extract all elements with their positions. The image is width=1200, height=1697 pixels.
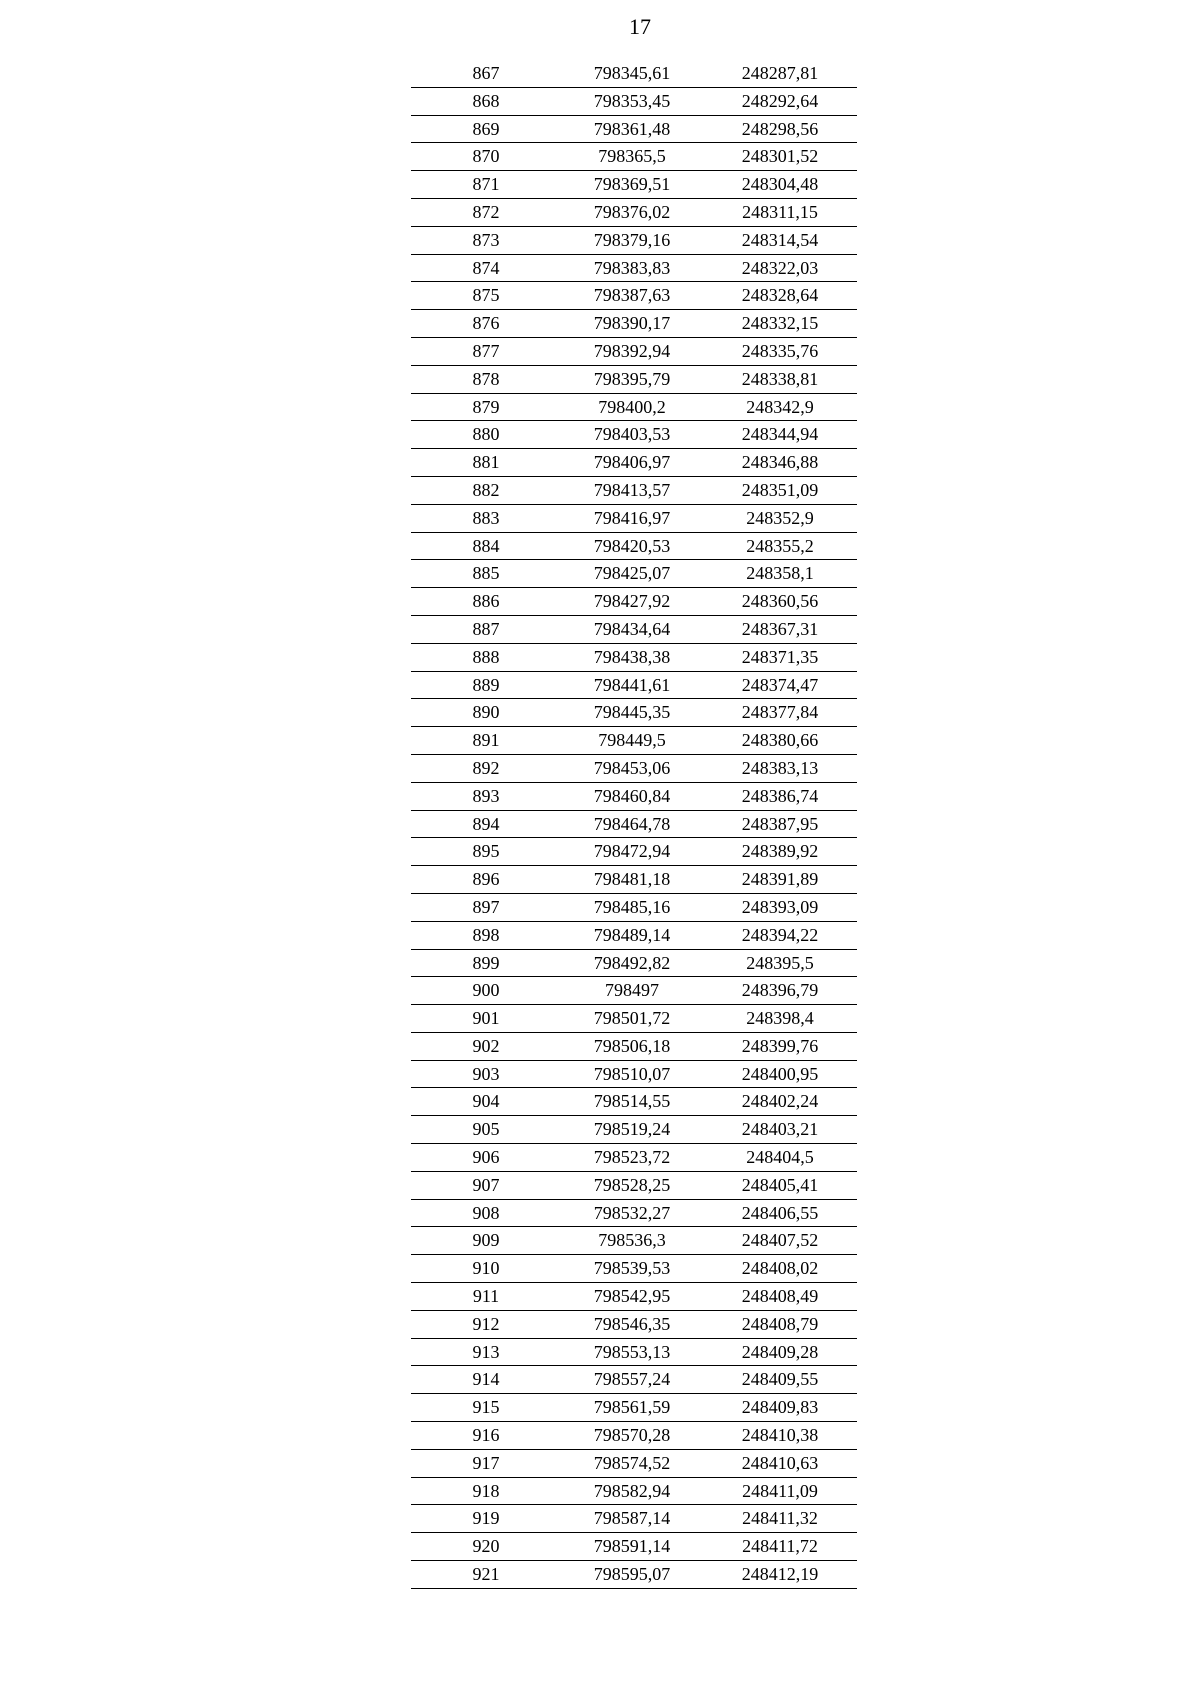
- point-number-cell: 915: [472, 1397, 500, 1418]
- table-row: [411, 143, 857, 171]
- y-coordinate-cell: 248393,09: [741, 896, 819, 917]
- page-number: 17: [629, 14, 651, 39]
- y-coordinate-cell: 248311,15: [742, 201, 818, 222]
- x-coordinate-cell: 798420,53: [593, 535, 671, 556]
- x-coordinate-cell: 798403,53: [593, 424, 671, 445]
- x-coordinate-cell: 798427,92: [593, 591, 671, 612]
- x-coordinate-cell: 798553,13: [593, 1341, 671, 1362]
- y-coordinate-cell: 248332,15: [741, 313, 819, 334]
- x-coordinate-cell: 798460,84: [593, 785, 671, 806]
- y-coordinate-cell: 248322,03: [741, 257, 819, 278]
- point-number-cell: 894: [472, 813, 500, 834]
- table-row: [411, 60, 857, 88]
- y-coordinate-cell: 248346,88: [741, 452, 819, 473]
- point-number-cell: 914: [472, 1369, 500, 1390]
- table-row: [411, 171, 857, 199]
- point-number-cell: 920: [472, 1536, 500, 1557]
- y-coordinate-cell: 248374,47: [741, 674, 819, 695]
- y-coordinate-cell: 248335,76: [741, 340, 819, 361]
- y-coordinate-cell: 248411,32: [742, 1508, 818, 1529]
- y-coordinate-cell: 248402,24: [741, 1091, 819, 1112]
- table-row: [411, 866, 857, 894]
- table-row: [411, 1533, 857, 1561]
- table-row: [411, 616, 857, 644]
- y-coordinate-cell: 248358,1: [746, 563, 814, 584]
- x-coordinate-cell: 798536,3: [598, 1230, 666, 1251]
- x-coordinate-cell: 798506,18: [593, 1035, 671, 1056]
- point-number-cell: 906: [472, 1147, 500, 1168]
- x-coordinate-cell: 798434,64: [593, 618, 671, 639]
- point-number-cell: 893: [472, 785, 500, 806]
- y-coordinate-cell: 248298,56: [741, 118, 819, 139]
- table-row: [411, 394, 857, 422]
- table-row: [411, 421, 857, 449]
- y-coordinate-cell: 248344,94: [741, 424, 819, 445]
- table-row: [411, 950, 857, 978]
- y-coordinate-cell: 248360,56: [741, 591, 819, 612]
- table-row: [411, 338, 857, 366]
- x-coordinate-cell: 798591,14: [593, 1536, 671, 1557]
- coordinates-table: [411, 60, 857, 1589]
- point-number-cell: 875: [472, 285, 500, 306]
- table-row: [411, 1227, 857, 1255]
- x-coordinate-cell: 798595,07: [593, 1564, 671, 1585]
- x-coordinate-cell: 798345,61: [593, 63, 671, 83]
- x-coordinate-cell: 798501,72: [593, 1008, 671, 1029]
- point-number-cell: 900: [472, 980, 500, 1001]
- table-row: [411, 838, 857, 866]
- point-number-cell: 890: [472, 702, 500, 723]
- table-row: [411, 672, 857, 700]
- point-number-cell: 872: [472, 201, 500, 222]
- table-row: [411, 1366, 857, 1394]
- point-number-cell: 885: [472, 563, 500, 584]
- table-row: [411, 310, 857, 338]
- x-coordinate-cell: 798383,83: [593, 257, 671, 278]
- point-number-cell: 892: [472, 757, 500, 778]
- table-row: [411, 1450, 857, 1478]
- y-coordinate-cell: 248386,74: [741, 785, 819, 806]
- x-coordinate-cell: 798523,72: [593, 1147, 671, 1168]
- table-row: [411, 1478, 857, 1506]
- point-number-cell: 911: [472, 1286, 500, 1307]
- point-number-cell: 917: [472, 1452, 500, 1473]
- x-coordinate-cell: 798376,02: [593, 201, 671, 222]
- y-coordinate-cell: 248399,76: [741, 1035, 819, 1056]
- point-number-cell: 895: [472, 841, 500, 862]
- table-row: [411, 227, 857, 255]
- y-coordinate-cell: 248409,28: [741, 1341, 819, 1362]
- x-coordinate-cell: 798542,95: [593, 1286, 671, 1307]
- x-coordinate-cell: 798453,06: [593, 757, 671, 778]
- point-number-cell: 919: [472, 1508, 500, 1529]
- x-coordinate-cell: 798365,5: [598, 146, 666, 167]
- table-row: [411, 1283, 857, 1311]
- y-coordinate-cell: 248409,83: [741, 1397, 819, 1418]
- y-coordinate-cell: 248371,35: [741, 646, 819, 667]
- table-row: [411, 1144, 857, 1172]
- table-row: [411, 644, 857, 672]
- x-coordinate-cell: 798392,94: [593, 340, 671, 361]
- table-row: [411, 1061, 857, 1089]
- y-coordinate-cell: 248409,55: [741, 1369, 819, 1390]
- y-coordinate-cell: 248404,5: [746, 1147, 814, 1168]
- table-row: [411, 88, 857, 116]
- table-row: [411, 894, 857, 922]
- x-coordinate-cell: 798353,45: [593, 90, 671, 111]
- point-number-cell: 896: [472, 869, 500, 890]
- y-coordinate-cell: 248342,9: [746, 396, 814, 417]
- point-number-cell: 882: [472, 479, 500, 500]
- table-row: [411, 1033, 857, 1061]
- table-row: [411, 282, 857, 310]
- point-number-cell: 871: [472, 174, 500, 195]
- point-number-cell: 884: [472, 535, 500, 556]
- y-coordinate-cell: 248400,95: [741, 1063, 819, 1084]
- x-coordinate-cell: 798481,18: [593, 869, 671, 890]
- y-coordinate-cell: 248383,13: [741, 757, 819, 778]
- table-row: [411, 811, 857, 839]
- y-coordinate-cell: 248406,55: [741, 1202, 819, 1223]
- x-coordinate-cell: 798387,63: [593, 285, 671, 306]
- point-number-cell: 907: [472, 1174, 500, 1195]
- point-number-cell: 889: [472, 674, 500, 695]
- y-coordinate-cell: 248351,09: [741, 479, 819, 500]
- y-coordinate-cell: 248352,9: [746, 507, 814, 528]
- y-coordinate-cell: 248408,79: [741, 1313, 819, 1334]
- table-row: [411, 1394, 857, 1422]
- y-coordinate-cell: 248411,09: [742, 1480, 818, 1501]
- point-number-cell: 910: [472, 1258, 500, 1279]
- point-number-cell: 901: [472, 1008, 500, 1029]
- y-coordinate-cell: 248338,81: [741, 368, 819, 389]
- x-coordinate-cell: 798539,53: [593, 1258, 671, 1279]
- table-row: [411, 199, 857, 227]
- y-coordinate-cell: 248394,22: [741, 924, 819, 945]
- table-row: [411, 1561, 857, 1589]
- x-coordinate-cell: 798510,07: [593, 1063, 671, 1084]
- y-coordinate-cell: 248355,2: [746, 535, 814, 556]
- x-coordinate-cell: 798472,94: [593, 841, 671, 862]
- y-coordinate-cell: 248328,64: [741, 285, 819, 306]
- table-row: [411, 783, 857, 811]
- y-coordinate-cell: 248403,21: [741, 1119, 819, 1140]
- x-coordinate-cell: 798492,82: [593, 952, 671, 973]
- x-coordinate-cell: 798528,25: [593, 1174, 671, 1195]
- y-coordinate-cell: 248389,92: [741, 841, 819, 862]
- x-coordinate-cell: 798369,51: [593, 174, 671, 195]
- x-coordinate-cell: 798574,52: [593, 1452, 671, 1473]
- y-coordinate-cell: 248398,4: [746, 1008, 814, 1029]
- table-row: [411, 1311, 857, 1339]
- point-number-cell: 886: [472, 591, 500, 612]
- x-coordinate-cell: 798587,14: [593, 1508, 671, 1529]
- x-coordinate-cell: 798514,55: [593, 1091, 671, 1112]
- point-number-cell: 891: [472, 730, 500, 751]
- y-coordinate-cell: 248412,19: [741, 1564, 819, 1585]
- y-coordinate-cell: 248387,95: [741, 813, 819, 834]
- point-number-cell: 874: [472, 257, 500, 278]
- point-number-cell: 913: [472, 1341, 500, 1362]
- point-number-cell: 902: [472, 1035, 500, 1056]
- y-coordinate-cell: 248391,89: [741, 869, 819, 890]
- y-coordinate-cell: 248408,49: [741, 1286, 819, 1307]
- table-row: [411, 449, 857, 477]
- table-row: [411, 1116, 857, 1144]
- y-coordinate-cell: 248410,63: [741, 1452, 819, 1473]
- y-coordinate-cell: 248377,84: [741, 702, 819, 723]
- table-row: [411, 560, 857, 588]
- point-number-cell: 878: [472, 368, 500, 389]
- table-row: [411, 255, 857, 283]
- x-coordinate-cell: 798395,79: [593, 368, 671, 389]
- x-coordinate-cell: 798570,28: [593, 1425, 671, 1446]
- x-coordinate-cell: 798400,2: [598, 396, 666, 417]
- table-row: [411, 727, 857, 755]
- x-coordinate-cell: 798532,27: [593, 1202, 671, 1223]
- table-row: [411, 1172, 857, 1200]
- point-number-cell: 888: [472, 646, 500, 667]
- point-number-cell: 869: [472, 118, 500, 139]
- table-row: [411, 588, 857, 616]
- y-coordinate-cell: 248408,02: [741, 1258, 819, 1279]
- point-number-cell: 898: [472, 924, 500, 945]
- table-row: [411, 699, 857, 727]
- y-coordinate-cell: 248410,38: [741, 1425, 819, 1446]
- table-row: [411, 1505, 857, 1533]
- table-row: [411, 116, 857, 144]
- y-coordinate-cell: 248292,64: [741, 90, 819, 111]
- y-coordinate-cell: 248407,52: [741, 1230, 819, 1251]
- x-coordinate-cell: 798413,57: [593, 479, 671, 500]
- x-coordinate-cell: 798489,14: [593, 924, 671, 945]
- x-coordinate-cell: 798519,24: [593, 1119, 671, 1140]
- point-number-cell: 873: [472, 229, 500, 250]
- x-coordinate-cell: 798557,24: [593, 1369, 671, 1390]
- point-number-cell: 868: [472, 90, 500, 111]
- x-coordinate-cell: 798390,17: [593, 313, 671, 334]
- x-coordinate-cell: 798445,35: [593, 702, 671, 723]
- y-coordinate-cell: 248411,72: [742, 1536, 818, 1557]
- y-coordinate-cell: 248367,31: [741, 618, 819, 639]
- table-row: [411, 1005, 857, 1033]
- point-number-cell: 870: [472, 146, 500, 167]
- point-number-cell: 880: [472, 424, 500, 445]
- x-coordinate-cell: 798361,48: [593, 118, 671, 139]
- table-row: [411, 1255, 857, 1283]
- table-row: [411, 366, 857, 394]
- y-coordinate-cell: 248405,41: [741, 1174, 819, 1195]
- table-row: [411, 1339, 857, 1367]
- point-number-cell: 881: [472, 452, 500, 473]
- point-number-cell: 899: [472, 952, 500, 973]
- point-number-cell: 905: [472, 1119, 500, 1140]
- y-coordinate-cell: 248314,54: [741, 229, 819, 250]
- table-row: [411, 1088, 857, 1116]
- x-coordinate-cell: 798546,35: [593, 1313, 671, 1334]
- y-coordinate-cell: 248396,79: [741, 980, 819, 1001]
- table-row: [411, 1200, 857, 1228]
- x-coordinate-cell: 798438,38: [593, 646, 671, 667]
- x-coordinate-cell: 798561,59: [593, 1397, 671, 1418]
- point-number-cell: 909: [472, 1230, 500, 1251]
- point-number-cell: 916: [472, 1425, 500, 1446]
- table-row: [411, 755, 857, 783]
- y-coordinate-cell: 248380,66: [741, 730, 819, 751]
- table-row: [411, 1422, 857, 1450]
- x-coordinate-cell: 798464,78: [593, 813, 671, 834]
- table-row: [411, 922, 857, 950]
- x-coordinate-cell: 798379,16: [593, 229, 671, 250]
- table-row: [411, 977, 857, 1005]
- x-coordinate-cell: 798582,94: [593, 1480, 671, 1501]
- point-number-cell: 883: [472, 507, 500, 528]
- x-coordinate-cell: 798416,97: [593, 507, 671, 528]
- y-coordinate-cell: 248395,5: [746, 952, 814, 973]
- point-number-cell: 887: [472, 618, 500, 639]
- table-row: [411, 505, 857, 533]
- y-coordinate-cell: 248287,81: [741, 63, 819, 83]
- point-number-cell: 867: [472, 63, 500, 83]
- x-coordinate-cell: 798497: [605, 980, 659, 1001]
- point-number-cell: 918: [472, 1480, 500, 1501]
- x-coordinate-cell: 798441,61: [593, 674, 671, 695]
- point-number-cell: 908: [472, 1202, 500, 1223]
- point-number-cell: 897: [472, 896, 500, 917]
- x-coordinate-cell: 798425,07: [593, 563, 671, 584]
- table-row: [411, 477, 857, 505]
- table-row: [411, 533, 857, 561]
- y-coordinate-cell: 248301,52: [741, 146, 819, 167]
- y-coordinate-cell: 248304,48: [741, 174, 819, 195]
- x-coordinate-cell: 798406,97: [593, 452, 671, 473]
- point-number-cell: 921: [472, 1564, 500, 1585]
- x-coordinate-cell: 798449,5: [598, 730, 666, 751]
- point-number-cell: 904: [472, 1091, 500, 1112]
- point-number-cell: 912: [472, 1313, 500, 1334]
- point-number-cell: 877: [472, 340, 500, 361]
- point-number-cell: 876: [472, 313, 500, 334]
- point-number-cell: 903: [472, 1063, 500, 1084]
- point-number-cell: 879: [472, 396, 500, 417]
- x-coordinate-cell: 798485,16: [593, 896, 671, 917]
